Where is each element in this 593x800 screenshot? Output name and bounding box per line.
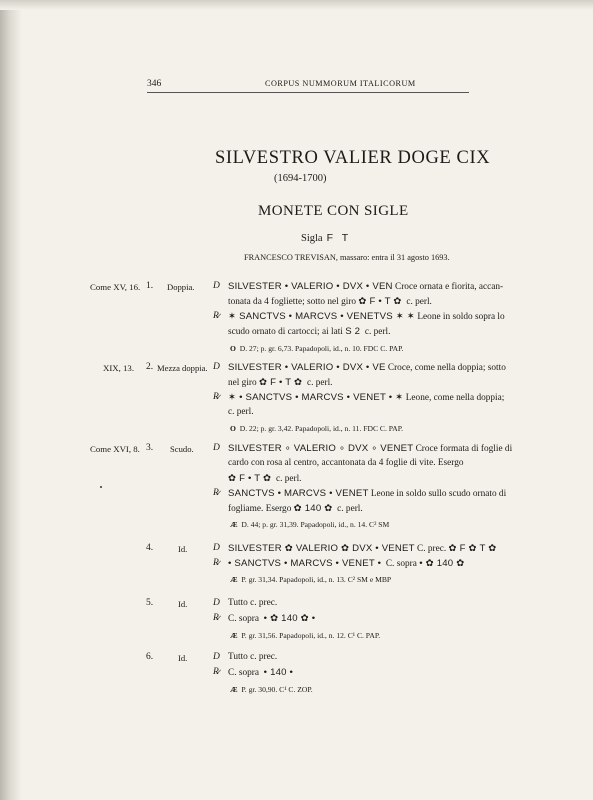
coin-metadata <box>230 424 403 433</box>
obverse-marker: D <box>213 598 220 608</box>
legend: • ✿ 140 ✿ • <box>263 613 316 624</box>
header-rule <box>147 92 469 93</box>
description: c. perl. <box>306 378 333 388</box>
description: c. perl. <box>337 504 363 514</box>
description: c. perl. <box>364 327 391 337</box>
description: C. prec. <box>417 544 447 554</box>
description: fogliame. Esergo <box>228 504 292 514</box>
sigla-label: Sigla <box>301 233 323 244</box>
legend: ✿ F • T ✿ <box>259 377 303 388</box>
reign-dates: (1694-1700) <box>274 173 327 184</box>
obverse-marker: D <box>213 652 220 662</box>
legend: SILVESTER ✿ VALERIO ✿ DVX • VENET <box>228 543 415 554</box>
plate-reference: XIX, 13. <box>103 363 135 373</box>
plate-reference: Come XVI, 8. <box>90 444 140 454</box>
reverse-line <box>228 407 254 417</box>
legend: ✶ • SANCTVS • MARCVS • VENET • ✶ <box>228 392 404 403</box>
coin-metadata <box>230 344 403 353</box>
description: C. sopra <box>228 614 259 624</box>
metal-symbol: Æ <box>230 631 238 640</box>
legend: SILVESTER • VALERIO • DVX • VE <box>228 362 386 373</box>
obverse-line <box>228 458 464 468</box>
plate-reference: Come XV, 16. <box>90 282 141 292</box>
description: C. sopra <box>385 559 417 569</box>
legend: ✿ F • T ✿ <box>228 473 272 484</box>
description: Leone in soldo sullo scudo ornato di <box>370 489 507 499</box>
edge-shadow <box>0 0 593 10</box>
obverse-line <box>228 543 496 554</box>
obverse-line: Tutto c. prec. <box>228 652 278 662</box>
weight-and-source: D. 44; p. gr. 31,39. Papadopoli, id., n. 14. C² SM <box>241 520 390 529</box>
denomination: Id. <box>178 599 188 609</box>
paper-speck <box>100 486 102 488</box>
weight-and-source: D. 27; p. gr. 6,73. Papadopoli, id., n. 10. FDC C. PAP. <box>239 344 404 353</box>
reverse-line <box>228 488 506 499</box>
coin-number: 3. <box>146 443 154 453</box>
denomination: Mezza doppia. <box>157 363 208 373</box>
description: nel giro <box>228 378 257 388</box>
reverse-line <box>228 667 293 678</box>
description: Leone, come nella doppia; <box>405 393 505 403</box>
weight-and-source: P. gr. 30,90. C¹ C. ZOP. <box>241 685 313 694</box>
reverse-marker: R̷ <box>213 488 219 498</box>
reverse-line <box>228 326 390 337</box>
description: Croce, come nella doppia; sotto <box>387 363 506 373</box>
sigla-line <box>301 232 351 244</box>
metal-symbol: Æ <box>230 575 238 584</box>
metal-symbol: O <box>230 424 236 433</box>
coin-number: 2. <box>146 362 154 372</box>
reverse-line <box>228 311 505 322</box>
legend: ✿ F ✿ T ✿ <box>448 543 497 554</box>
legend: SANCTVS • MARCVS • VENET <box>228 488 369 499</box>
weight-and-source: P. gr. 31,56. Papadopoli, id., n. 12. C¹ C. PAP. <box>241 631 381 640</box>
reverse-marker: R̷ <box>213 667 219 677</box>
denomination: Scudo. <box>170 444 194 454</box>
obverse-line <box>228 281 503 292</box>
running-title: CORPUS NUMMORUM ITALICORUM <box>265 79 416 88</box>
obverse-marker: D <box>213 543 220 553</box>
obverse-line <box>228 296 432 307</box>
description: c. perl. <box>275 474 302 484</box>
obverse-marker: D <box>213 281 220 291</box>
reverse-marker: R̷ <box>213 613 219 623</box>
coin-number: 5. <box>146 598 154 608</box>
reverse-line <box>228 392 504 403</box>
metal-symbol: Æ <box>230 685 238 694</box>
coin-number: 4. <box>146 543 154 553</box>
obverse-marker: D <box>213 362 220 372</box>
denomination: Id. <box>178 544 188 554</box>
legend: ✿ 140 ✿ <box>293 503 333 514</box>
obverse-marker: D <box>213 443 220 453</box>
reverse-marker: R̷ <box>213 558 219 568</box>
legend: SILVESTER • VALERIO • DVX • VEN <box>228 281 393 292</box>
page-number: 346 <box>147 79 162 89</box>
legend: • ✿ 140 ✿ <box>419 558 465 569</box>
weight-and-source: P. gr. 31,34. Papadopoli, id., n. 13. C² SM e MBP <box>241 575 392 584</box>
coin-number: 1. <box>146 281 154 291</box>
obverse-line <box>228 473 302 484</box>
coin-metadata <box>230 520 389 529</box>
legend: ✿ F • T ✿ <box>358 296 402 307</box>
legend: ✶ SANCTVS • MARCVS • VENETVS ✶ ✶ <box>228 311 416 322</box>
obverse-line: Tutto c. prec. <box>228 598 278 608</box>
reverse-marker: R̷ <box>213 311 219 321</box>
reverse-line <box>228 558 464 569</box>
coin-metadata <box>230 685 313 694</box>
description: c. perl. <box>228 407 254 417</box>
obverse-line <box>228 443 512 454</box>
description: Leone in soldo sopra lo <box>417 312 505 322</box>
description: Croce formata di foglie di <box>415 444 513 454</box>
legend: • 140 • <box>263 667 294 678</box>
reverse-line <box>228 503 363 514</box>
metal-symbol: O <box>230 344 236 353</box>
denomination: Doppia. <box>167 282 195 292</box>
metal-symbol: Æ <box>230 520 238 529</box>
weight-and-source: D. 22; p. gr. 3,42. Papadopoli, id., n. 11. FDC C. PAP. <box>239 424 404 433</box>
coin-metadata <box>230 575 391 584</box>
sigla-letters: F T <box>326 232 352 244</box>
description: c. perl. <box>406 297 432 307</box>
reverse-marker: R̷ <box>213 392 219 402</box>
title-text: SILVESTRO VALIER DOGE CIX <box>215 148 491 168</box>
description: Croce ornata e fiorita, accan- <box>395 282 504 292</box>
legend: S 2 <box>345 326 361 337</box>
legend: • SANCTVS • MARCVS • VENET • <box>228 558 382 569</box>
coin-number: 6. <box>146 652 154 662</box>
legend: SILVESTER ∘ VALERIO ∘ DVX ∘ VENET <box>228 443 414 454</box>
reverse-line <box>228 613 315 624</box>
coin-metadata <box>230 631 380 640</box>
massaro-note: FRANCESCO TREVISAN, massaro: entra il 31 agosto 1693. <box>244 253 450 262</box>
obverse-line <box>228 362 506 373</box>
denomination: Id. <box>178 653 188 663</box>
binding-shadow <box>0 0 22 800</box>
description: scudo ornato di cartocci; ai lati <box>228 327 343 337</box>
description: tonata da 4 fogliette; sotto nel giro <box>228 297 357 307</box>
description: cardo con rosa al centro, accantonata da 4 foglie di vite. Esergo <box>228 458 464 468</box>
obverse-line <box>228 377 333 388</box>
section-heading: MONETE CON SIGLE <box>258 203 409 219</box>
description: C. sopra <box>228 668 259 678</box>
